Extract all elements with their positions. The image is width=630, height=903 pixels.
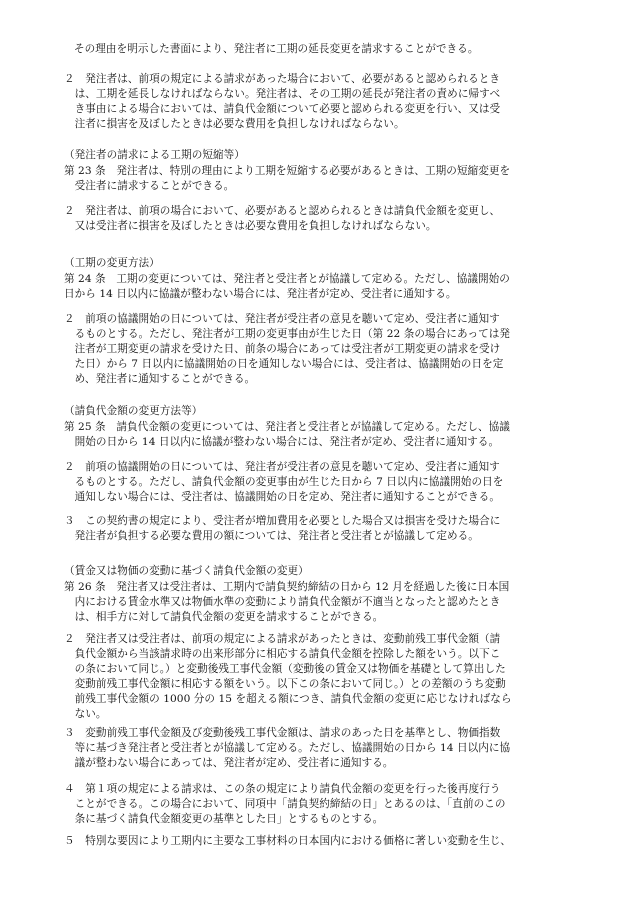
text-line: 受注者に請求することができる。	[64, 180, 235, 192]
paragraph-intro-continuation	[64, 42, 568, 57]
text-line: ２ 発注者は、前項の場合において、必要があると認められるときは請負代金額を変更し、	[64, 205, 501, 217]
text-line: 変動前残工事代金額に相応する額をいう。以下この条において同じ。）との差額のうち変動	[64, 678, 506, 690]
text-line: 日から 14 日以内に協議が整わない場合には、発注者が定め、受注者に通知する。	[64, 288, 457, 300]
text-line: その理由を明示した書面により、発注者に工期の延長変更を請求することができる。	[74, 43, 479, 55]
article-heading: （賃金又は物価の変動に基づく請負代金額の変更）	[64, 565, 309, 577]
heading-art24	[64, 256, 568, 271]
heading-art25	[64, 404, 568, 419]
text-line: 前残工事代金額の 1000 分の 15 を超える額につき、請負代金額の変更に応じなければなら	[64, 693, 512, 705]
text-line: ２ 発注者は、前項の規定による請求があった場合において、必要があると認められるとき	[64, 73, 501, 85]
article-heading: （工期の変更方法）	[64, 257, 160, 269]
text-line: 議が整わない場合にあっては、発注者が定め、受注者に通知する。	[64, 757, 394, 769]
text-line: 又は受注者に損害を及ぼしたときは必要な費用を負担しなければならない。	[64, 220, 437, 232]
paragraph-art23-p1	[64, 164, 568, 194]
text-line: 第 24 条 工期の変更については、発注者と受注者とが協議して定める。ただし、協議開始の	[64, 273, 510, 285]
text-line: た日）から 7 日以内に協議開始の日を通知しない場合には、受注者は、協議開始の日を定	[64, 358, 504, 370]
text-line: ことができる。この場合において、同項中「請負契約締結の日」とあるのは、「直前のこの	[64, 798, 506, 810]
article-heading: （請負代金額の変更方法等）	[64, 405, 203, 417]
text-line: 注者に損害を及ぼしたときは必要な費用を負担しなければならない。	[64, 118, 405, 130]
text-line: 内における賃金水準又は物価水準の変動により請負代金額が不適当となったと認めたとき	[64, 596, 501, 608]
paragraph-art25-p1	[64, 420, 568, 450]
text-line: き事由による場合においては、請負代金額について必要と認められる変更を行い、又は受	[64, 103, 501, 115]
paragraph-art26-p5	[64, 834, 568, 849]
paragraph-art26-p3	[64, 726, 568, 771]
paragraph-art23-p2	[64, 204, 568, 234]
paragraph-art26-p1	[64, 580, 568, 625]
text-line: 第 25 条 請負代金額の変更については、発注者と受注者とが協議して定める。ただし、協議	[64, 421, 510, 433]
text-line: ４ 第１項の規定による請求は、この条の規定により請負代金額の変更を行った後再度行う	[64, 783, 501, 795]
text-line: ３ この契約書の規定により、受注者が増加費用を必要とした場合又は損害を受けた場合に	[64, 515, 501, 527]
heading-art26	[64, 564, 568, 579]
paragraph-art26-p4	[64, 782, 568, 827]
heading-art23	[64, 148, 568, 163]
text-line: は、工期を延長しなければならない。発注者は、その工期の延長が発注者の責めに帰すべ	[64, 88, 501, 100]
text-line: 第 23 条 発注者は、特別の理由により工期を短縮する必要があるときは、工期の短縮変更を	[64, 165, 511, 177]
text-line: ない。	[64, 708, 107, 720]
paragraph-art25-p2	[64, 460, 568, 505]
text-line: ５ 特別な要因により工期内に主要な工事材料の日本国内における価格に著しい変動を生じ、	[64, 835, 512, 847]
text-line: ２ 前項の協議開始の日については、発注者が受注者の意見を聴いて定め、受注者に通知す	[64, 461, 500, 473]
text-line: 第 26 条 発注者又は受注者は、工期内で請負契約締結の日から 12 月を経過した後に日本国	[64, 581, 510, 593]
text-line: め、発注者に通知することができる。	[64, 373, 256, 385]
text-line: は、相手方に対して請負代金額の変更を請求することができる。	[64, 611, 384, 623]
paragraph-art25-p3	[64, 514, 568, 544]
text-line: るものとする。ただし、発注者が工期の変更事由が生じた日（第 22 条の場合にあっては発	[64, 328, 511, 340]
text-line: 負代金額から当該請求時の出来形部分に相応する請負代金額を控除した額をいう。以下こ	[64, 648, 501, 660]
text-line: 開始の日から 14 日以内に協議が整わない場合には、発注者が定め、受注者に通知する。	[64, 436, 500, 448]
text-line: るものとする。ただし、請負代金額の変更事由が生じた日から 7 日以内に協議開始の日を	[64, 476, 504, 488]
text-line: 等に基づき発注者と受注者とが協議して定める。ただし、協議開始の日から 14 日以内に協	[64, 742, 511, 754]
text-line: 注者が工期変更の請求を受けた日、前条の場合にあっては受注者が工期変更の請求を受け	[64, 343, 501, 355]
text-line: 条に基づく請負代金額変更の基準とした日」とするものとする。	[64, 813, 384, 825]
text-line: 発注者が負担する必要な費用の額については、発注者と受注者とが協議して定める。	[64, 530, 479, 542]
text-line: の条において同じ。）と変動後残工事代金額（変動後の賃金又は物価を基礎として算出した	[64, 663, 506, 675]
article-heading: （発注者の請求による工期の短縮等）	[64, 149, 245, 161]
paragraph-art26-p2	[64, 632, 568, 722]
text-line: ３ 変動前残工事代金額及び変動後残工事代金額は、請求のあった日を基準とし、物価指数	[64, 727, 501, 739]
text-line: 通知しない場合には、受注者は、協議開始の日を定め、発注者に通知することができる。	[64, 491, 500, 503]
text-line: ２ 前項の協議開始の日については、発注者が受注者の意見を聴いて定め、受注者に通知す	[64, 313, 500, 325]
text-line: ２ 発注者又は受注者は、前項の規定による請求があったときは、変動前残工事代金額（請	[64, 633, 501, 645]
paragraph-art22-p2	[64, 72, 568, 132]
paragraph-art24-p1	[64, 272, 568, 302]
paragraph-art24-p2	[64, 312, 568, 387]
